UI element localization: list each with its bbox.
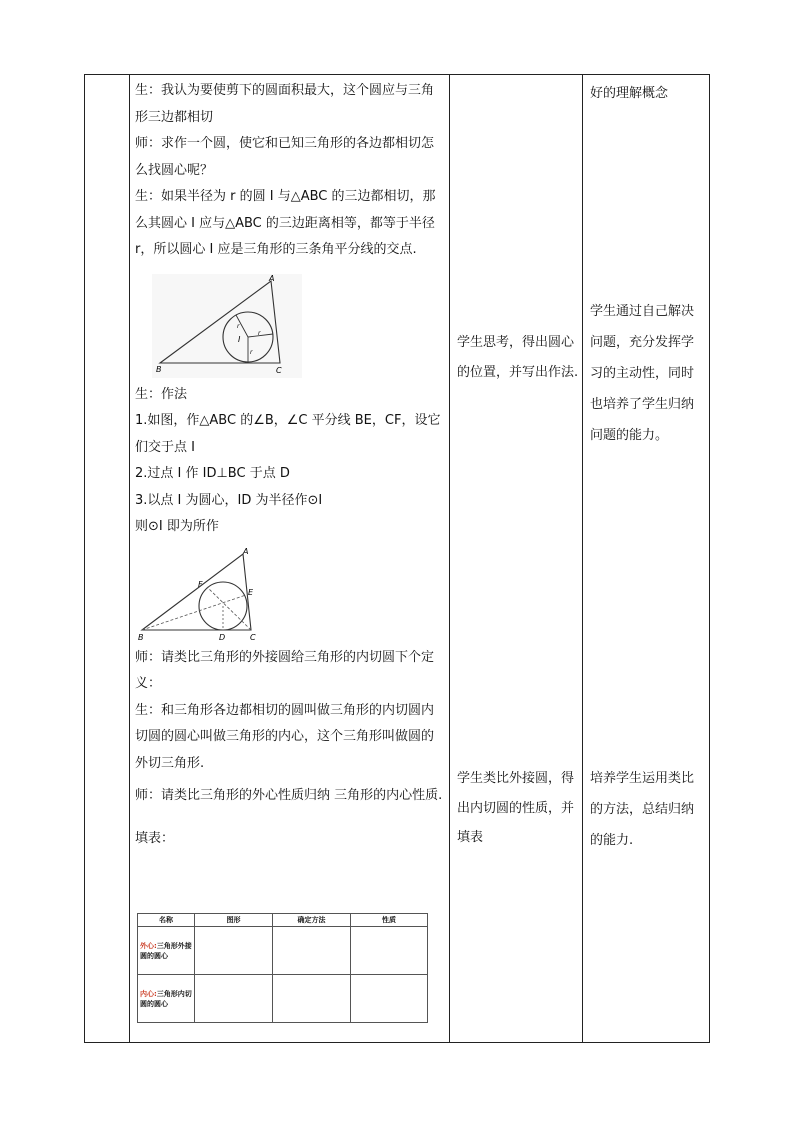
label-r: r [258, 329, 261, 337]
student-activity-1: 学生思考，得出圆心的位置，并写出作法. [457, 335, 579, 380]
row-label: 内心:三角形内切圆的圆心 [138, 975, 195, 1023]
label-a: A [269, 273, 275, 283]
label-b: B [156, 364, 162, 374]
student-definition: 生：和三角形各边都相切的圆叫做三角形的内切圆内切圆的圆心叫做三角形的内心，这个三角形叫做圆的外切三角形. [135, 702, 435, 771]
header-method: 确定方法 [273, 914, 351, 927]
method-conclusion: 则⊙I 即为所作 [135, 519, 219, 534]
label-c: C [276, 365, 282, 375]
column-divider [449, 74, 450, 1043]
student-activity-2: 学生类比外接圆，得出内切圆的性质，并填表 [457, 771, 575, 845]
row-label: 外心:三角形外接圆的圆心 [138, 927, 195, 975]
label-e: E [248, 587, 254, 597]
fill-table-label: 填表： [135, 830, 175, 846]
label-c: C [250, 632, 256, 642]
teacher-question-2: 师：请类比三角形的外接圆给三角形的内切圆下个定义： [135, 649, 435, 691]
student-answer-1: 生：我认为要使剪下的圆面积最大，这个圆应与三角形三边都相切 [135, 83, 435, 125]
label-a: A [243, 546, 249, 556]
student-answer-2: 生：如果半径为 r 的圆 I 与△ABC 的三边都相切，那么其圆心 I 应与△ABC 的三边距离相等，都等于半径 r，所以圆心 I 应是三角形的三条角平分线的交点. [135, 189, 436, 257]
label-r: r [250, 348, 253, 356]
design-intent-2: 培养学生运用类比的方法，总结归纳的能力. [590, 771, 695, 848]
teaching-process-column [135, 78, 445, 852]
student-method-title: 生：作法 [135, 386, 188, 402]
label-i: I [238, 334, 241, 344]
table-row [138, 975, 428, 1023]
design-intent-0: 好的理解概念 [590, 86, 669, 101]
column-divider [129, 74, 130, 1043]
method-step-2: 2.过点 I 作 ID⊥BC 于点 D [135, 466, 290, 481]
table-row [138, 927, 428, 975]
header-name: 名称 [138, 914, 195, 927]
design-intent-1: 学生通过自己解决问题，充分发挥学习的主动性，同时也培养了学生归纳问题的能力。 [590, 304, 695, 443]
incircle-figure-2 [137, 545, 262, 643]
header-figure: 图形 [195, 914, 273, 927]
label-b: B [138, 632, 144, 642]
label-r: r [237, 322, 240, 330]
teacher-question-1: 师：求作一个圆，使它和已知三角形的各边都相切怎么找圆心呢？ [135, 136, 435, 178]
label-f: F [198, 579, 203, 589]
label-d: D [219, 632, 226, 642]
method-step-3: 3.以点 I 为圆心，ID 为半径作⊙I [135, 492, 323, 508]
header-property: 性质 [351, 914, 428, 927]
column-divider [582, 74, 583, 1043]
method-step-1: 1.如图，作△ABC 的∠B，∠C 平分线 BE，CF，设它们交于点 I [135, 413, 441, 455]
fill-in-table [137, 913, 428, 1023]
incircle-figure-1 [152, 274, 302, 378]
teacher-question-3: 师：请类比三角形的外心性质归纳 三角形的内心性质. [135, 788, 443, 803]
